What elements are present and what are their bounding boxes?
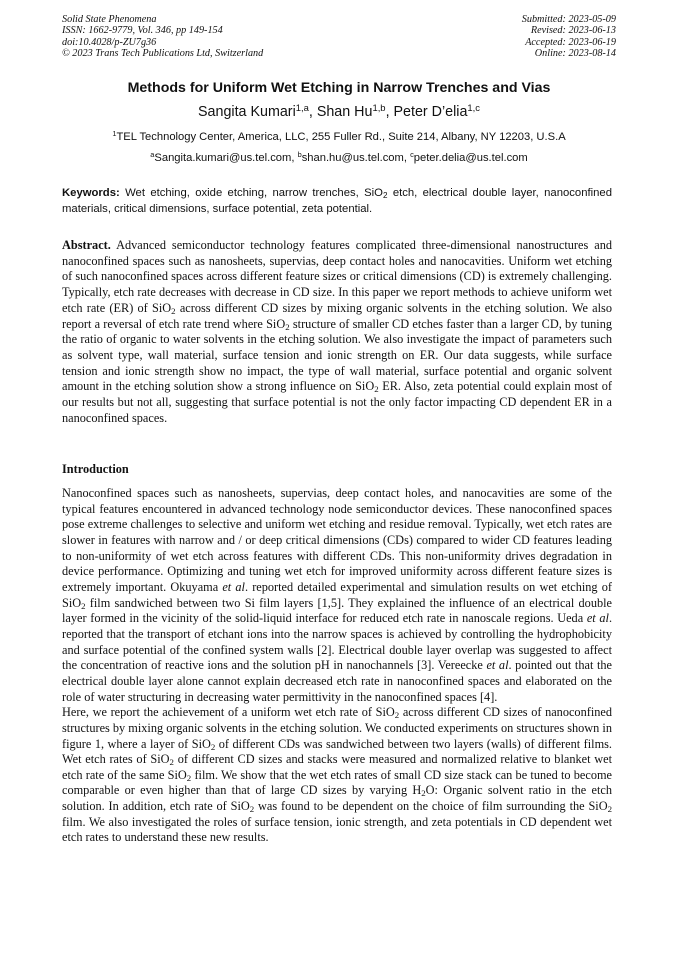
email-mark: c [410,149,414,159]
author-name: Shan Hu [316,104,373,120]
author-name: Peter D’elia [393,104,468,120]
subscript: 2 [421,788,426,799]
abstract-text: across different CD sizes by mixing organic solvents in the etching solution. We also report a reversal of etch rate trend where SiO [62,300,612,331]
author-name: Sangita Kumari [198,104,296,120]
affiliation [0,128,678,143]
date-revised: Revised: 2023-06-13 [530,25,616,37]
abstract-text: Advanced semiconductor technology features complicated three-dimensional nanostructures and nanoconfined spaces such as nanosheets, supervias, deep contact holes and nanocavities. Uniform wet etching of such nanoconfined spaces across different feature sizes or critical dimensions (CD) is extremely challenging. Typically, etch rate decreases with decrease in CD size. In this paper we report methods to achieve uniform wet etch rate (ER) of SiO [62,238,612,315]
body-text: . pointed out that the electrical double layer alone cannot explain decreased etch rate in nanoconfined spaces and elaborated on the role of water structuring in decreasing water permittivity in the nanoconfined spaces [4]. [62,658,612,704]
body-text: . reported that the transport of etchant ions into the narrow spaces is achieved by controlling the hydrophobicity and surface potential of the confined system walls [2]. Electrical double layer overlap was suggested to affect the concentration of reactive ions and the solution pH in nanochannels [3]. Vereecke [62,611,613,673]
date-accepted: Accepted: 2023-06-19 [525,36,616,48]
date-online: Online: 2023-08-14 [534,47,616,59]
keywords-label: Keywords: [62,187,120,199]
subscript: 2 [249,804,255,815]
body-text: . reported detailed experimental and simulation results on wet etching of SiO [62,579,612,610]
email-mark: b [297,149,302,159]
body-text: film. We show that the wet etch rates of small CD size stack can be tuned to become comparable or even higher than that of large CD sizes by varying H [62,767,613,798]
paper-title: Methods for Uniform Wet Etching in Narrow Trenches and Vias [127,80,551,96]
date-submitted: Submitted: 2023-05-09 [521,14,616,25]
subscript: 2 [169,757,174,768]
journal-info [62,14,263,59]
journal-name: Solid State Phenomena [62,14,157,25]
email-mark: a [150,149,155,159]
body-text: across different CD sizes of nanoconfined structures by mixing organic solvents in the etching solution. We conducted experiments on structures shown in figure 1, where a layer of SiO [62,705,612,751]
email-link[interactable]: peter.delia@us.tel.com [413,152,528,164]
email-list [0,149,678,164]
affiliation-text: TEL Technology Center, America, LLC, 255 Fuller Rd., Suite 214, Albany, NY 12203, U.S.A [116,131,566,143]
author-affil-mark: 1,c [467,101,480,113]
emphasis-text: et al [222,579,245,594]
publication-dates [522,14,616,59]
subscript: 2 [374,384,379,395]
introduction-body [62,486,612,846]
subscript: 2 [210,741,216,752]
body-text: Nanoconfined spaces such as nanosheets, supervias, deep contact holes, and nanocavities are some of the typical features encountered in advanced technology node semiconductor devices. These nanoconfined spaces pose extreme challenges to selective and uniform wet etching and residue removal. Typically, wet etch rates are slower in features with narrow and / or deep critical dimensions (CDs) compared to wider CD features leading to non-uniformity of wet etch across features with different CDs. This non-uniformity drives degradation in device performance. Optimizing and tuning wet etch for improved uniformity across different feature sizes is extremely important. Okuyama [62,486,612,594]
subscript: 2 [186,773,192,784]
body-text: of different CDs was sandwiched between two layers (walls) of different films. Wet etch rates of SiO [62,736,612,767]
subscript: 2 [394,710,400,721]
body-text: O: Organic solvent ratio in the etch solution. In addition, etch rate of SiO [62,783,612,814]
journal-issn: ISSN: 1662-9779, Vol. 346, pp 149-154 [62,25,223,37]
abstract-label: Abstract. [62,238,111,252]
journal-doi[interactable]: doi:10.4028/p-ZU7g36 [62,36,157,48]
emphasis-text: et al [586,611,609,626]
email-link[interactable]: shan.hu@us.tel.com [301,152,404,164]
abstract-text: structure of smaller CD etches faster than a larger CD, by tuning the ratio of organic to water solvents in the etching solution. We also investigate the impact of parameters such as solvent type, wall material, surface tension and ionic strength on ER. Our data suggests, while surface tension and ionic strength show no impact, the type of wall material, surface potential and organic solvent amount in the etching solution show a strong influence on SiO [62,316,613,394]
abstract-section [62,238,612,426]
subscript: 2 [171,306,176,317]
email-link[interactable]: Sangita.kumari@us.tel.com [154,152,292,164]
body-text: Here, we report the achievement of a uniform wet etch rate of SiO [62,705,395,720]
section-heading-introduction: Introduction [62,462,129,476]
keywords-text: etch, electrical double layer, nanoconfined materials, critical dimensions, surface potential, zeta potential. [62,187,612,215]
author-list [0,101,678,120]
body-text: of different CD sizes and stacks were measured and normalized relative to blanket wet etch rate of the same SiO [62,752,612,782]
author-affil-mark: 1,b [372,101,386,113]
author-separator: , [308,104,317,120]
author-affil-mark: 1,a [295,101,309,113]
author-separator: , [385,104,394,120]
introduction-paragraph [62,486,612,705]
subscript: 2 [607,804,613,815]
affiliation-mark: 1 [112,128,117,138]
body-text: film sandwiched between two Si film layers [1,5]. They explained the influence of an electrical double layer formed in the vicinity of the solid-liquid interface for reduced etch rate in nanoscale regions. Ueda [62,595,612,626]
keywords-text: Wet etching, oxide etching, narrow trenches, SiO [119,187,383,199]
abstract-text: ER. Also, zeta potential could explain most of our results but not all, suggesting that surface potential is not the only factor impacting CD dependent ER in a nanoconfined spaces. [62,379,612,425]
introduction-paragraph [62,705,612,846]
body-text: film. We also investigated the roles of surface tension, ionic strength, and zeta potentials in CD dependent wet etch rates to understand these new results. [62,814,612,845]
subscript: 2 [81,600,86,611]
email-separator: , [403,152,411,164]
emphasis-text: et al [486,658,509,673]
subscript: 2 [382,191,388,201]
subscript: 2 [285,321,290,332]
email-separator: , [291,152,298,164]
journal-copyright: © 2023 Trans Tech Publications Ltd, Switzerland [62,47,264,59]
body-text: was found to be dependent on the choice of film surrounding the SiO [254,799,608,814]
keywords-section [62,186,612,217]
